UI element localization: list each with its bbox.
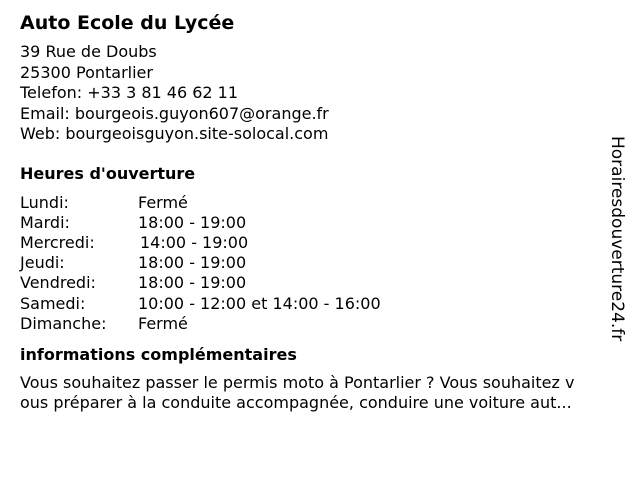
day-time: Fermé: [138, 192, 188, 212]
hours-row-tuesday: [20, 213, 610, 233]
day-time: 10:00 - 12:00 et 14:00 - 16:00: [138, 293, 381, 313]
hours-row-wednesday: [20, 233, 610, 253]
email-text: Email: bourgeois.guyon607@orange.fr: [20, 103, 329, 123]
day-label: Vendredi:: [20, 273, 96, 293]
day-label: Samedi:: [20, 293, 86, 313]
site-watermark: Horairesdouverture24.fr: [607, 136, 627, 342]
day-time: 18:00 - 19:00: [138, 253, 247, 273]
hours-row-monday: [20, 193, 610, 213]
address-city: 25300 Pontarlier: [20, 62, 153, 82]
additional-info-text: [20, 373, 610, 414]
hours-row-saturday: [20, 294, 610, 314]
additional-info-heading: informations complémentaires: [20, 344, 297, 364]
website-text: Web: bourgeoisguyon.site-solocal.com: [20, 124, 329, 143]
business-card: [20, 10, 610, 414]
business-name: Auto Ecole du Lycée: [20, 12, 235, 34]
day-label: Lundi:: [20, 192, 69, 212]
day-label: Mardi:: [20, 212, 70, 232]
hours-row-thursday: [20, 253, 610, 273]
day-time: 18:00 - 19:00: [138, 273, 247, 293]
info-line-2: ous préparer à la conduite accompagnée, conduire une voiture aut...: [20, 393, 572, 413]
hours-row-sunday: [20, 314, 610, 334]
day-time: 18:00 - 19:00: [138, 212, 247, 232]
day-time: Fermé: [138, 313, 188, 333]
day-time: 14:00 - 19:00: [140, 232, 249, 252]
day-label: Mercredi:: [20, 232, 95, 252]
hours-row-friday: [20, 273, 610, 293]
phone-text: Telefon: +33 3 81 46 62 11: [20, 83, 239, 102]
info-line-1: Vous souhaitez passer le permis moto à Pontarlier ? Vous souhaitez v: [20, 372, 575, 392]
address-block: [20, 42, 610, 145]
opening-hours-table: [20, 193, 610, 334]
day-label: Dimanche:: [20, 313, 107, 333]
opening-hours-heading: Heures d'ouverture: [20, 163, 196, 183]
day-label: Jeudi:: [20, 253, 65, 273]
address-street: 39 Rue de Doubs: [20, 42, 157, 61]
